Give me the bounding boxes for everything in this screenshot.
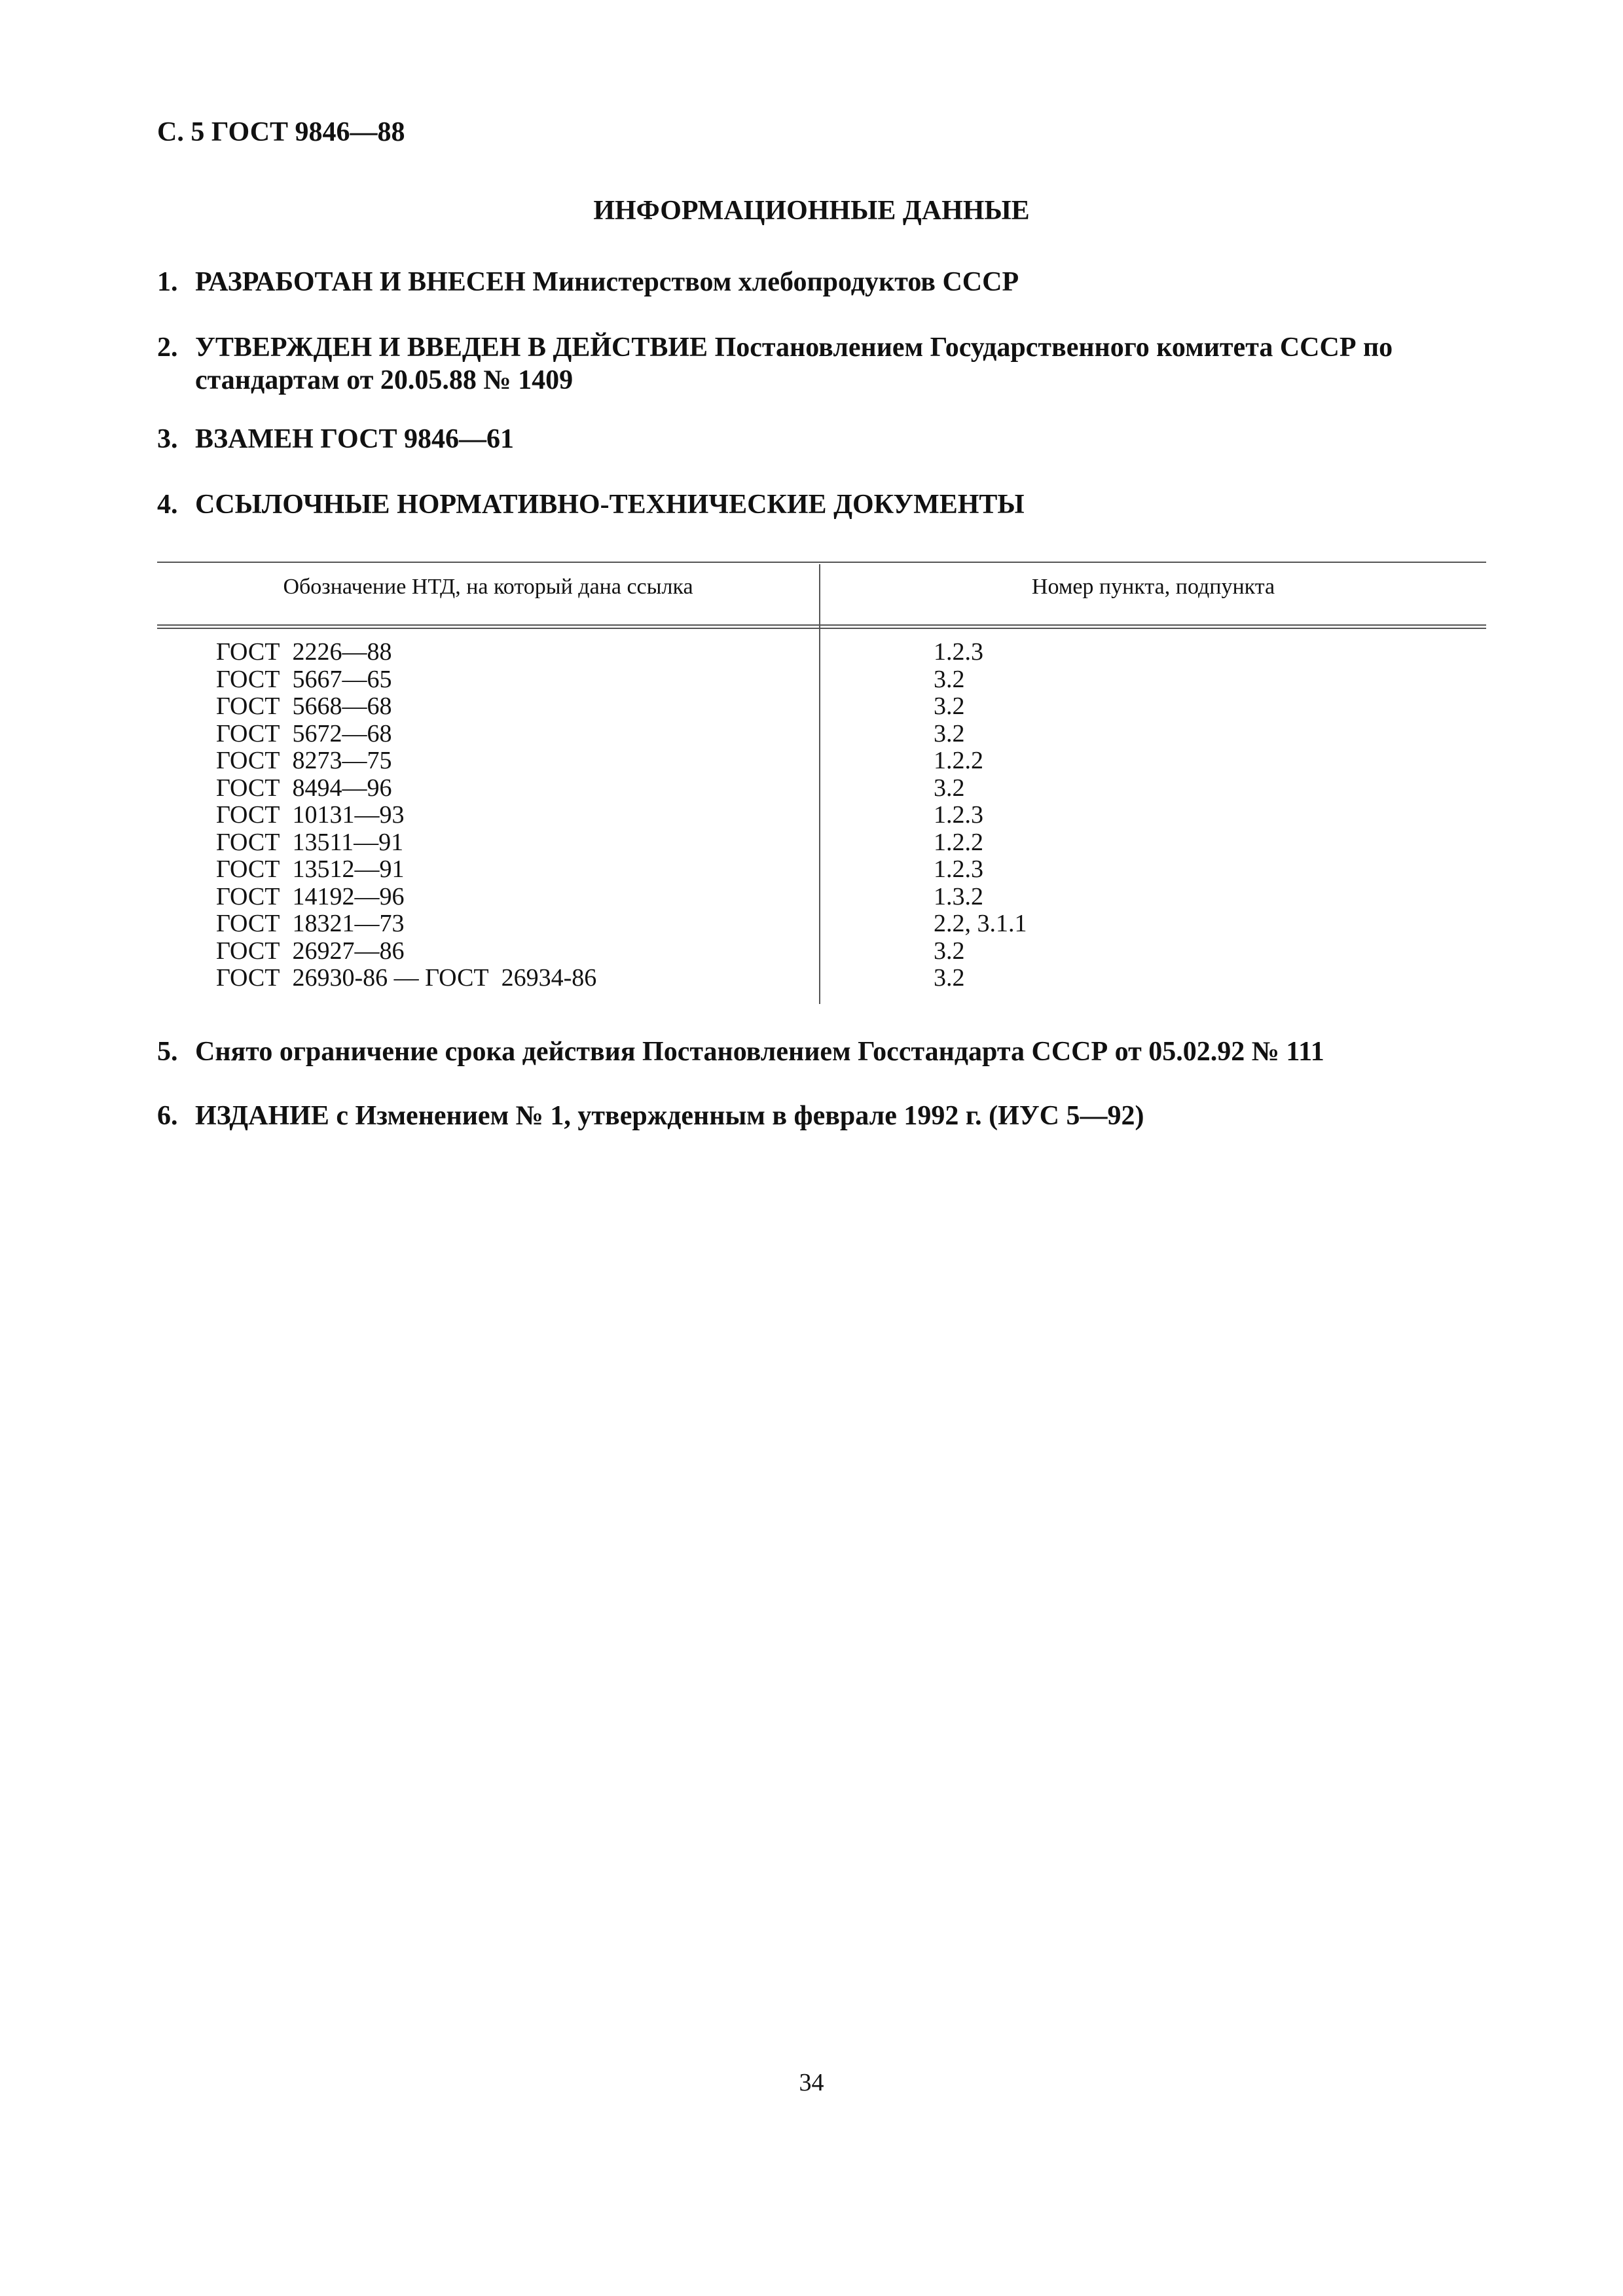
table-cell: 3.2 (934, 937, 965, 965)
item-lead: Снято ограничение срока действия Постановлением Госстандарта СССР от 05.02.92 № 111 (195, 1037, 1324, 1067)
item-number: 1. (157, 267, 178, 297)
info-item-3 (157, 423, 1486, 456)
table-cell: ГОСТ 10131—93 (216, 801, 405, 829)
table-cell: ГОСТ 13512—91 (216, 855, 405, 883)
item-lead: ИЗДАНИЕ с Изменением № 1, утвержденным в феврале 1992 г. (ИУС 5—92) (195, 1101, 1144, 1131)
item-lead: РАЗРАБОТАН И ВНЕСЕН (195, 267, 526, 297)
table-header-clause: Номер пункта, подпункта (1031, 575, 1275, 599)
item-lead: УТВЕРЖДЕН И ВВЕДЕН В ДЕЙСТВИЕ (195, 332, 708, 363)
table-cell: ГОСТ 8273—75 (216, 747, 392, 774)
table-cell: 1.2.2 (934, 828, 983, 856)
table-header-ntd: Обозначение НТД, на который дана ссылка (283, 575, 693, 599)
section-title: ИНФОРМАЦИОННЫЕ ДАННЫЕ (593, 196, 1030, 226)
item-number: 5. (157, 1037, 178, 1067)
info-item-2 (157, 331, 1486, 397)
table-column-ntd (216, 639, 596, 992)
info-item-5 (157, 1035, 1486, 1068)
table-cell: ГОСТ 26930-86 — ГОСТ 26934-86 (216, 964, 597, 992)
item-text: Постановлением Государственного комитета СССР по стандартам от 20.05.88 № 1409 (195, 332, 1393, 395)
item-number: 4. (157, 490, 178, 520)
table-cell: ГОСТ 5668—68 (216, 692, 392, 720)
table-top-rule (157, 562, 1486, 563)
table-header-rule (157, 624, 1486, 629)
table-cell: 3.2 (934, 964, 965, 992)
table-cell: 1.2.3 (934, 801, 983, 829)
page-header: С. 5 ГОСТ 9846—88 (157, 117, 405, 147)
info-item-4 (157, 488, 1486, 521)
table-cell: 1.2.2 (934, 747, 983, 774)
table-cell: 1.3.2 (934, 882, 983, 910)
table-cell: ГОСТ 8494—96 (216, 774, 392, 802)
table-cell: 3.2 (934, 719, 965, 747)
table-cell: ГОСТ 26927—86 (216, 937, 405, 965)
table-cell: 2.2, 3.1.1 (934, 910, 1027, 937)
item-lead: ССЫЛОЧНЫЕ НОРМАТИВНО-ТЕХНИЧЕСКИЕ ДОКУМЕНТЫ (195, 490, 1025, 520)
table-cell: 1.2.3 (934, 638, 983, 666)
item-lead: ВЗАМЕН ГОСТ 9846—61 (195, 424, 515, 454)
table-cell: 3.2 (934, 665, 965, 693)
table-cell: 3.2 (934, 692, 965, 720)
table-cell: ГОСТ 13511—91 (216, 828, 404, 856)
item-number: 3. (157, 424, 178, 454)
info-item-6 (157, 1100, 1486, 1132)
table-cell: ГОСТ 5667—65 (216, 665, 392, 693)
table-cell: ГОСТ 5672—68 (216, 719, 392, 747)
page-number: 34 (799, 2069, 824, 2096)
item-number: 2. (157, 332, 178, 363)
item-text: Министерством хлебопродуктов СССР (525, 267, 1019, 297)
table-cell: ГОСТ 2226—88 (216, 638, 392, 666)
table-cell: ГОСТ 14192—96 (216, 882, 405, 910)
table-cell: 1.2.3 (934, 855, 983, 883)
table-column-clause (934, 639, 1027, 992)
info-item-1 (157, 266, 1486, 298)
item-number: 6. (157, 1101, 178, 1131)
table-cell: 3.2 (934, 774, 965, 802)
table-column-divider (819, 564, 820, 1004)
table-cell: ГОСТ 18321—73 (216, 910, 405, 937)
